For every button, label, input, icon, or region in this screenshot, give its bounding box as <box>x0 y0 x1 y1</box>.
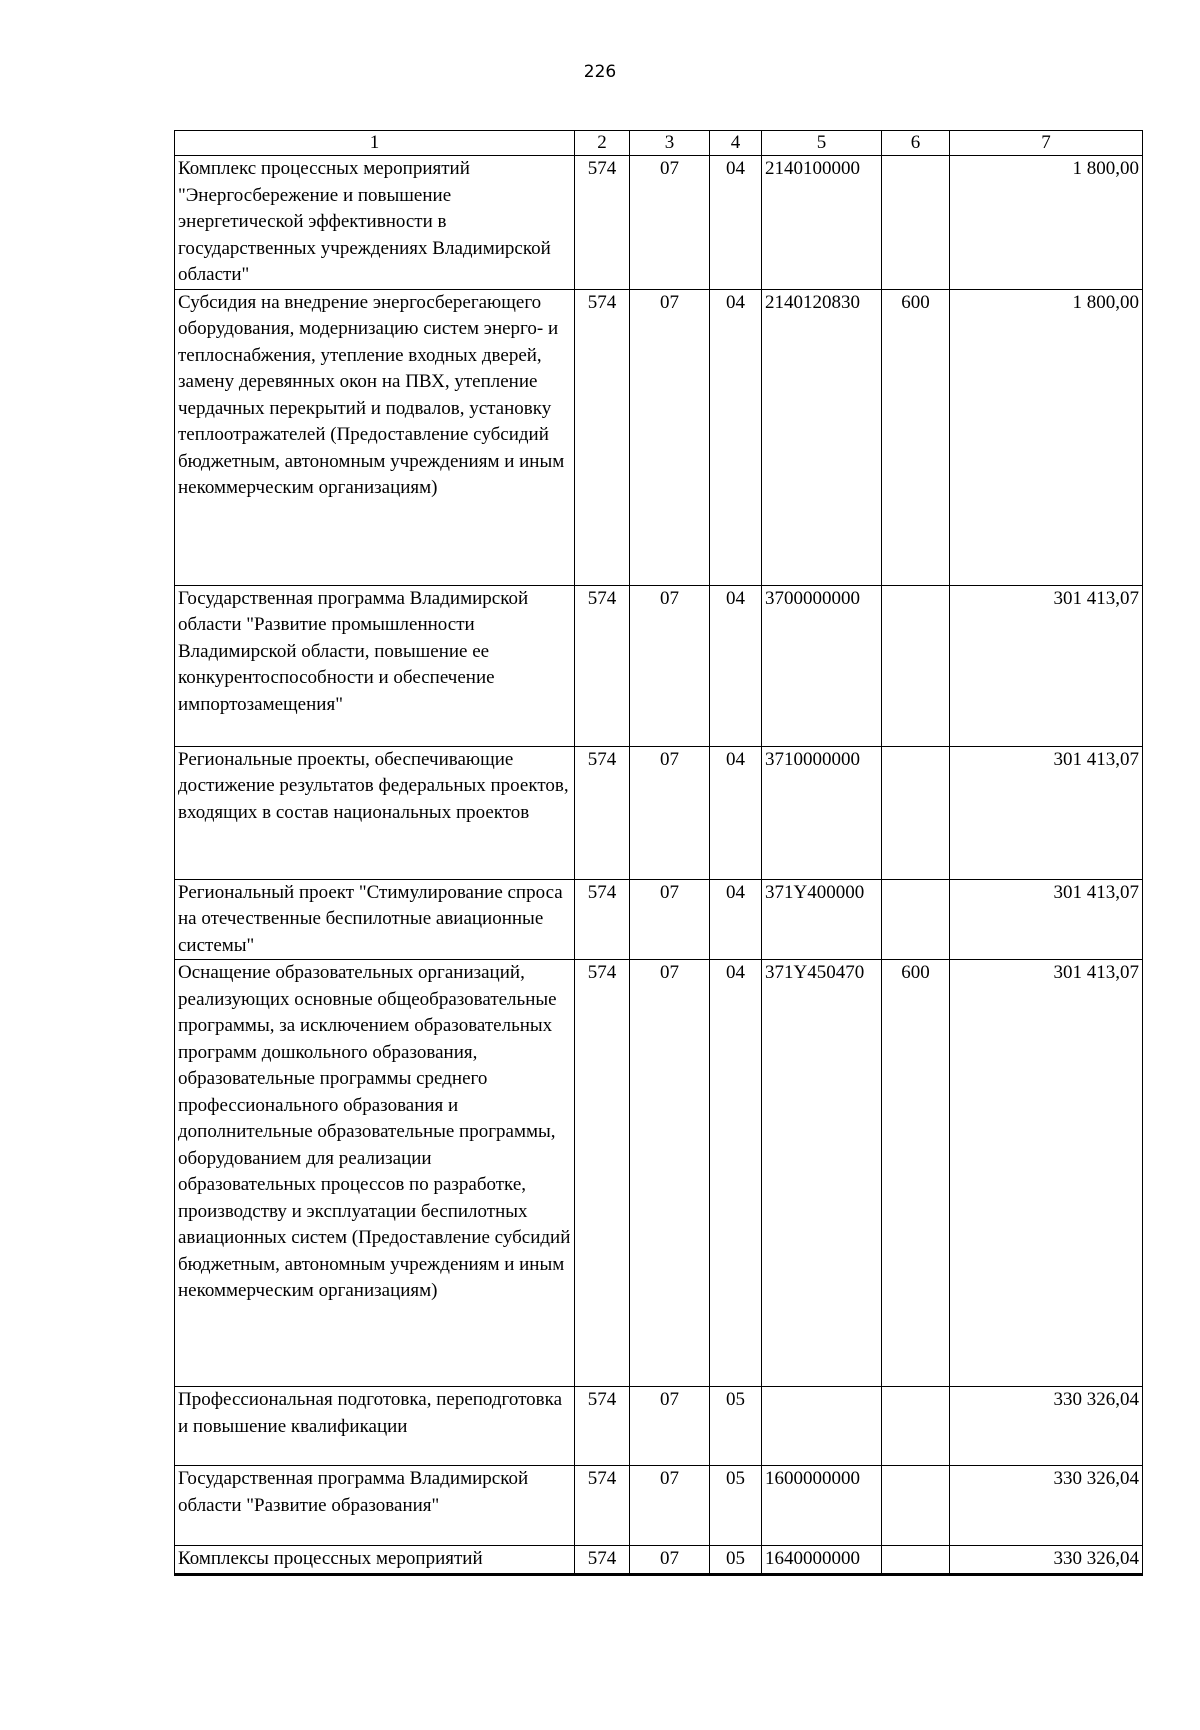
row-col-4: 05 <box>710 1546 762 1575</box>
header-col-4: 4 <box>710 131 762 156</box>
row-col-5 <box>762 1387 882 1466</box>
row-col-5: 1640000000 <box>762 1546 882 1575</box>
row-col-3: 07 <box>630 156 710 290</box>
row-col-5: 2140100000 <box>762 156 882 290</box>
row-col-6 <box>882 585 950 746</box>
row-col-3: 07 <box>630 960 710 1387</box>
table-row <box>175 960 1143 1387</box>
table-row <box>175 585 1143 746</box>
row-name: Региональный проект "Стимулирование спроса на отечественные беспилотные авиационные системы" <box>175 879 575 960</box>
row-col-7: 330 326,04 <box>950 1387 1143 1466</box>
table-row <box>175 289 1143 585</box>
row-col-4: 04 <box>710 585 762 746</box>
row-col-7: 301 413,07 <box>950 960 1143 1387</box>
row-col-7: 1 800,00 <box>950 156 1143 290</box>
row-col-2: 574 <box>575 289 630 585</box>
row-col-5: 3710000000 <box>762 746 882 879</box>
row-name: Государственная программа Владимирской области "Развитие образования" <box>175 1466 575 1546</box>
row-col-3: 07 <box>630 746 710 879</box>
header-col-3: 3 <box>630 131 710 156</box>
row-col-2: 574 <box>575 960 630 1387</box>
table-row <box>175 1466 1143 1546</box>
row-col-3: 07 <box>630 289 710 585</box>
row-name: Субсидия на внедрение энергосберегающего оборудования, модернизацию систем энерго- и теплоснабжения, утепление входных дверей, замену деревянных окон на ПВХ, утепление чердачных перекрытий и подвалов, установку теплоотражателей (Предоставление субсидий бюджетным, автономным учреждениям и иным некоммерческим организациям) <box>175 289 575 585</box>
row-col-5: 371Y450470 <box>762 960 882 1387</box>
row-col-7: 301 413,07 <box>950 746 1143 879</box>
row-col-6 <box>882 746 950 879</box>
row-col-6: 600 <box>882 289 950 585</box>
row-col-4: 04 <box>710 289 762 585</box>
row-col-7: 1 800,00 <box>950 289 1143 585</box>
row-col-3: 07 <box>630 585 710 746</box>
row-col-2: 574 <box>575 1546 630 1575</box>
row-col-3: 07 <box>630 1387 710 1466</box>
row-name: Государственная программа Владимирской области "Развитие промышленности Владимирской области, повышение ее конкурентоспособности и обеспечение импортозамещения" <box>175 585 575 746</box>
row-col-3: 07 <box>630 1466 710 1546</box>
row-col-6 <box>882 1546 950 1575</box>
row-col-6 <box>882 1387 950 1466</box>
row-name: Комплекс процессных мероприятий "Энергосбережение и повышение энергетической эффективности в государственных учреждениях Владимирской области" <box>175 156 575 290</box>
header-col-5: 5 <box>762 131 882 156</box>
row-col-6: 600 <box>882 960 950 1387</box>
table-row <box>175 1546 1143 1575</box>
row-col-4: 04 <box>710 156 762 290</box>
row-col-6 <box>882 1466 950 1546</box>
row-col-5: 1600000000 <box>762 1466 882 1546</box>
table-row <box>175 156 1143 290</box>
table-row <box>175 1387 1143 1466</box>
row-name: Комплексы процессных мероприятий <box>175 1546 575 1575</box>
row-col-2: 574 <box>575 746 630 879</box>
table-row <box>175 879 1143 960</box>
row-name: Оснащение образовательных организаций, реализующих основные общеобразовательные программы, за исключением образовательных программ дошкольного образования, образовательные программы среднего профессионального образования и дополнительные образовательные программы, оборудованием для реализации образовательных процессов по разработке, производству и эксплуатации беспилотных авиационных систем (Предоставление субсидий бюджетным, автономным учреждениям и иным некоммерческим организациям) <box>175 960 575 1387</box>
row-col-2: 574 <box>575 585 630 746</box>
budget-table <box>174 130 1143 1576</box>
row-col-7: 301 413,07 <box>950 879 1143 960</box>
row-col-5: 2140120830 <box>762 289 882 585</box>
row-col-6 <box>882 156 950 290</box>
row-col-7: 301 413,07 <box>950 585 1143 746</box>
row-col-6 <box>882 879 950 960</box>
row-col-2: 574 <box>575 1466 630 1546</box>
row-col-4: 05 <box>710 1466 762 1546</box>
row-col-5: 3700000000 <box>762 585 882 746</box>
header-col-1: 1 <box>175 131 575 156</box>
row-col-7: 330 326,04 <box>950 1466 1143 1546</box>
row-name: Региональные проекты, обеспечивающие достижение результатов федеральных проектов, входящих в состав национальных проектов <box>175 746 575 879</box>
row-col-4: 04 <box>710 746 762 879</box>
row-col-4: 05 <box>710 1387 762 1466</box>
row-col-2: 574 <box>575 156 630 290</box>
row-col-2: 574 <box>575 1387 630 1466</box>
header-col-2: 2 <box>575 131 630 156</box>
header-col-7: 7 <box>950 131 1143 156</box>
row-col-7: 330 326,04 <box>950 1546 1143 1575</box>
row-col-2: 574 <box>575 879 630 960</box>
row-col-3: 07 <box>630 1546 710 1575</box>
table-row <box>175 746 1143 879</box>
row-col-5: 371Y400000 <box>762 879 882 960</box>
row-col-4: 04 <box>710 879 762 960</box>
row-col-3: 07 <box>630 879 710 960</box>
header-row <box>175 131 1143 156</box>
row-col-4: 04 <box>710 960 762 1387</box>
page-number: 226 <box>583 62 617 82</box>
row-name: Профессиональная подготовка, переподготовка и повышение квалификации <box>175 1387 575 1466</box>
header-col-6: 6 <box>882 131 950 156</box>
